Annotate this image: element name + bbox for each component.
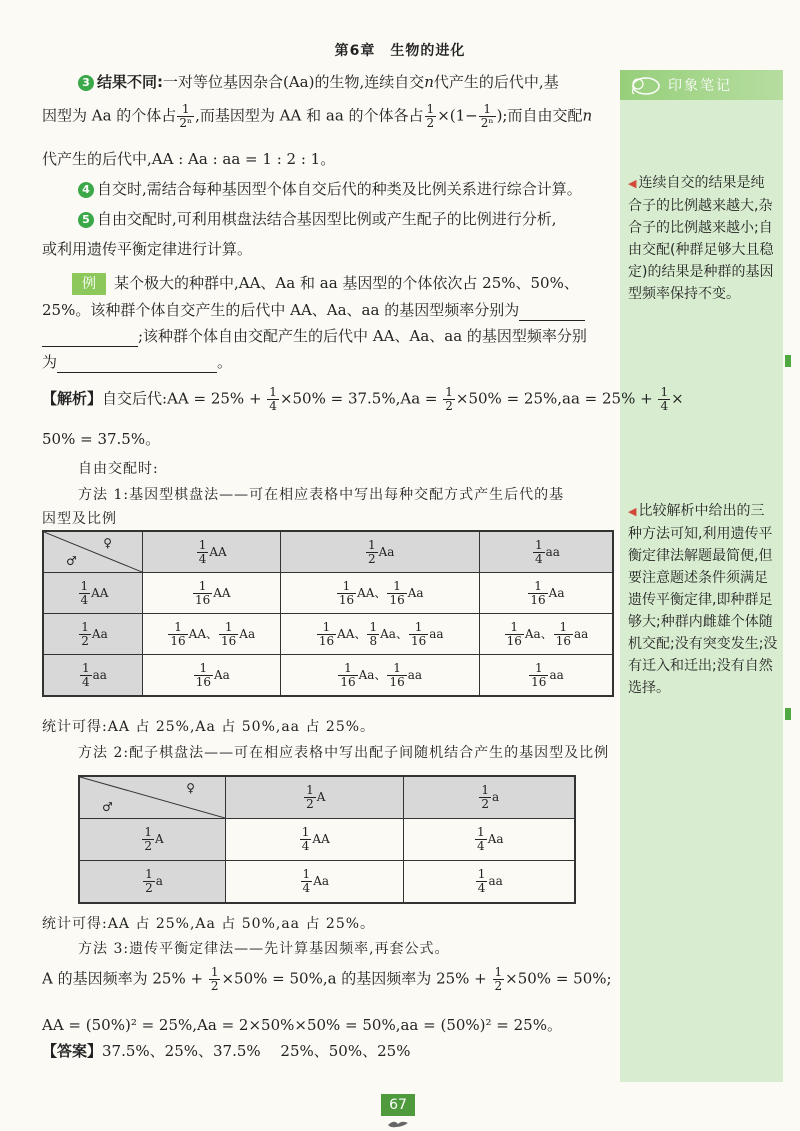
table-row [43,614,613,655]
numerator: 1 [210,965,219,979]
point-number: 4 [78,182,94,198]
text: 代产生的后代中,基 [433,73,559,91]
fraction [337,580,356,607]
method-3-title: 方法 3:遗传平衡定律法——先计算基因频率,再套公式。 [78,941,450,957]
example-line-3 [42,324,587,347]
text: A 的基因频率为 25% + [42,969,208,988]
fraction [301,868,313,895]
numerator: 1 [554,621,573,635]
gamete-checkerboard-table [78,775,576,904]
denominator: 4 [302,881,311,895]
table-cell [479,614,613,655]
numerator: 1 [660,385,669,399]
text: );而自由交配 [496,106,583,125]
genotype: Aa [313,874,330,888]
table-header-row [43,531,613,573]
fraction [476,868,488,895]
genotype: AA [209,544,227,559]
denominator: 16 [195,674,211,689]
fraction [658,386,670,413]
denominator: 16 [531,674,547,689]
point-5-text-2: 或利用遗传平衡定律进行计算。 [42,240,253,258]
formula-line: AA = (50%)² = 25%,Aa = 2×50%×50% = 50%,aa = (50%)² = 25%。 [42,1016,562,1034]
denominator: 16 [318,633,335,648]
column-header [280,531,479,573]
text: 50% = 37.5%。 [42,430,161,448]
fraction [475,826,487,853]
example-tag: 例 [72,273,106,295]
chapter-header: 第6章 生物的进化 [334,43,466,59]
genotype: Aa [239,626,256,641]
numerator: 1 [306,783,314,797]
var-n: n [582,106,593,125]
answer-blank[interactable] [57,350,217,373]
numerator: 1 [481,783,490,797]
denominator: 4 [80,592,89,607]
denominator: 2 [210,979,219,993]
answer-blank[interactable] [519,298,585,321]
diagonal-line [44,532,142,572]
method-1-title: 方法 1:基因型棋盘法——可在相应表格中写出每种交配方式产生后代的基 [78,487,565,503]
point-number: 5 [78,212,94,228]
text: ×50% = 25%,aa = 25% + [455,389,658,408]
text: ×50% = 50%; [505,969,612,988]
row-header [79,861,226,904]
analysis-self-line [42,386,684,413]
denominator: 2 [494,979,503,993]
table-cell [280,655,479,697]
denominator: 4 [198,551,207,566]
male-symbol: ♂ [102,800,113,814]
fraction [425,103,437,130]
denominator: 4 [301,839,310,853]
table-cell [143,655,281,697]
numerator: 1 [338,662,357,676]
row-header [43,614,143,655]
denominator: 16 [555,633,571,648]
numerator: 1 [168,621,187,635]
fraction [209,966,221,993]
genotype: A [154,832,164,846]
fraction [142,826,154,853]
text: 。 [217,353,233,371]
denominator: 2ⁿ [480,116,494,130]
fraction [219,621,238,648]
corner-cell [43,531,143,573]
numerator: 1 [82,660,90,675]
genotype: aa [573,626,589,641]
page-edge-marker [785,708,791,720]
numerator: 1 [301,825,310,839]
column-header [143,531,281,573]
text: × [671,389,684,408]
analysis-label: 【解析】 [42,389,103,408]
stat-1: 统计可得:AA 占 25%,Aa 占 50%,aa 占 25%。 [42,719,376,735]
denominator: 8 [369,633,378,648]
sidebar-note-1 [628,172,778,305]
fraction [168,621,187,648]
numerator: 1 [81,619,89,634]
column-header [403,776,575,819]
denominator: 16 [221,633,237,648]
fraction [177,103,194,130]
text: 代产生的后代中,AA : Aa : aa = 1 : 2 : 1。 [42,150,336,168]
stat-2: 统计可得:AA 占 25%,Aa 占 50%,aa 占 25%。 [42,916,376,932]
sidebar-note-1-text: 连续自交的结果是纯合子的比例越来越大,杂合子的比例越来越小;自由交配(种群足够大且稳定)的结果是种群的基因型频率保持不变。 [628,175,774,302]
column-header [479,531,613,573]
fraction [443,386,455,413]
column-header [226,776,404,819]
text: 一对等位基因杂合(Aa)的生物,连续自交 [163,73,425,91]
denominator: 4 [82,674,90,689]
gene-frequency-line [42,966,612,993]
var-n: n [424,73,434,91]
denominator: 4 [477,839,485,853]
point-5-text: 自由交配时,可利用棋盘法结合基因型比例或产生配子的比例进行分析, [97,210,557,228]
table-body [43,531,613,696]
numerator: 1 [529,662,548,676]
table-body [79,776,575,903]
text: ×(1− [437,106,478,125]
denominator: 4 [534,551,543,566]
genotype: Aa [91,626,108,641]
genotype: a [155,874,163,888]
triangle-left-icon: ◀ [628,177,637,190]
free-mating-title: 自由交配时: [78,461,159,477]
genotype-checkerboard-table [42,530,614,697]
fraction [317,621,336,648]
example-line-2 [42,298,585,321]
genotype: AA [91,585,109,600]
denominator: 2 [81,633,89,648]
numerator: 1 [194,662,213,676]
text: 某个极大的种群中,AA、Aa 和 aa 基因型的个体依次占 25%、50%、 [114,274,579,292]
denominator: 16 [506,633,522,648]
answer-text: 37.5%、25%、37.5% 25%、50%、25% [102,1042,411,1060]
denominator: 16 [340,674,356,689]
fraction [387,662,406,689]
genotype: Aa、 [524,626,553,641]
fraction [79,621,91,648]
fraction [267,386,279,413]
denominator: 2 [145,881,153,895]
denominator: 2ⁿ [179,116,193,130]
table-row [79,861,575,904]
triangle-left-icon: ◀ [628,505,637,518]
numerator: 1 [387,662,406,676]
sidebar-note-2 [628,500,778,699]
denominator: 2 [367,551,376,566]
analysis-self-line-2 [42,428,160,450]
point-5-line-1 [78,208,557,230]
point-3-title: 结果不同: [97,73,163,91]
genotype: aa [429,626,444,641]
point-4-text: 自交时,需结合每种基因型个体自交后代的种类及比例关系进行综合计算。 [97,180,582,198]
fraction [493,966,505,993]
fraction [197,539,209,566]
genotype: Aa、 [358,667,387,682]
table-cell [280,614,479,655]
numerator: 1 [387,580,406,594]
point-3-line-2 [42,103,592,130]
example-line-1 [72,272,579,295]
numerator: 1 [219,621,238,635]
fraction [143,868,155,895]
row-header [79,819,226,861]
point-3-line-3 [42,148,335,170]
numerator: 1 [505,621,524,635]
fraction [79,580,91,607]
numerator: 1 [445,385,453,399]
fraction [366,539,378,566]
numerator: 1 [494,965,503,979]
denominator: 4 [477,881,486,895]
denominator: 16 [194,592,211,607]
text: ×50% = 37.5%,Aa = [279,389,443,408]
numerator: 1 [337,580,356,594]
notes-title: 印象笔记 [668,78,732,94]
text: ×50% = 50%,a 的基因频率为 25% + [221,969,492,988]
denominator: 2 [426,116,435,130]
numerator: 1 [302,867,311,881]
genotype: AA [213,585,231,600]
fraction [304,784,316,811]
corner-cell [79,776,226,819]
numerator: 1 [409,621,428,635]
elephant-icon [628,74,664,96]
table-row [79,819,575,861]
table-cell [226,819,404,861]
fraction [479,103,496,130]
table-cell [479,655,613,697]
fraction [367,621,379,648]
numerator: 1 [177,103,194,117]
numerator: 1 [80,578,89,593]
numerator: 1 [317,621,336,635]
numerator: 1 [145,867,153,881]
denominator: 16 [170,633,186,648]
denominator: 16 [338,592,355,607]
table-row [43,573,613,614]
row-header [43,655,143,697]
table-cell [280,573,479,614]
denominator: 16 [410,633,427,648]
genotype: Aa、 [380,626,408,641]
numerator: 1 [144,825,152,839]
denominator: 2 [306,797,314,811]
fraction [533,539,545,566]
numerator: 1 [369,619,378,634]
table-header-row [79,776,575,819]
point-3-line-1 [78,71,559,93]
table-cell [479,573,613,614]
fraction [387,580,406,607]
table-cell [143,614,281,655]
denominator: 2 [445,399,453,413]
genotype: Aa [407,585,424,600]
page-number: 67 [381,1094,415,1116]
numerator: 1 [193,580,212,594]
table-cell [403,819,575,861]
numerator: 1 [534,537,543,552]
denominator: 2 [144,839,152,853]
fraction [300,826,312,853]
fraction [554,621,573,648]
female-symbol: ♀ [186,781,195,795]
denominator: 2 [481,797,490,811]
fraction [194,662,213,689]
table-cell [403,861,575,904]
text: 为 [42,353,58,371]
genotype: AA、 [357,585,387,600]
row-header [43,573,143,614]
genotype: Aa [213,667,230,682]
fraction [80,662,92,689]
page-edge-marker [785,355,791,367]
numerator: 1 [528,580,547,594]
genotype: a [492,790,500,804]
fraction [528,580,547,607]
numerator: 1 [477,867,486,881]
point-5-line-2 [42,238,252,260]
genotype: aa [488,874,503,888]
fraction [529,662,548,689]
denominator: 16 [530,592,546,607]
answer-label: 【答案】 [42,1042,103,1060]
point-number: 3 [78,75,94,91]
genotype: aa [549,667,564,682]
genotype: Aa [378,544,395,559]
numerator: 1 [269,385,277,399]
method-2-title: 方法 2:配子棋盘法——可在相应表格中写出配子间随机结合产生的基因型及比例 [78,745,610,761]
text: ,而基因型为 AA 和 aa 的个体各占 [195,106,424,125]
denominator: 4 [660,399,669,413]
fraction [409,621,428,648]
table-row [43,655,613,697]
text: 25%。该种群个体自交产生的后代中 AA、Aa、aa 的基因型频率分别为 [42,301,520,319]
numerator: 1 [426,102,435,116]
genotype: AA [312,832,330,846]
denominator: 16 [389,592,405,607]
fraction [479,784,491,811]
text: 因型为 Aa 的个体占 [42,106,177,125]
genotype: Aa [548,585,565,600]
fraction [505,621,524,648]
text: 自交后代:AA = 25% + [102,389,267,408]
sidebar-note-2-text: 比较解析中给出的三种方法可知,利用遗传平衡定律法解题最简便,但要注意题述条件须满足遗传平衡定律,即种群足够大;种群内雌雄个体随机交配;没有突变发生;没有迁入和迁出;没有自然选择。 [628,503,778,696]
genotype: AA、 [188,626,218,641]
genotype: AA、 [337,626,367,641]
point-4 [78,178,582,200]
denominator: 4 [269,399,277,413]
female-symbol: ♀ [103,536,112,550]
genotype: aa [407,667,423,682]
numerator: 1 [477,825,485,839]
genotype: aa [545,544,560,559]
genotype: aa [92,667,107,682]
table-cell [226,861,404,904]
fraction [338,662,357,689]
numerator: 1 [479,103,496,117]
answer-line [42,1040,410,1062]
male-symbol: ♂ [66,554,77,568]
answer-blank[interactable] [42,324,138,347]
example-line-4 [42,350,232,373]
genotype: Aa [487,832,504,846]
bird-icon [386,1117,410,1129]
method-1-title-2: 因型及比例 [42,511,117,527]
denominator: 16 [389,674,405,689]
genotype: A [316,790,326,804]
fraction [193,580,212,607]
text: ;该种群个体自由交配产生的后代中 AA、Aa、aa 的基因型频率分别 [138,327,587,345]
numerator: 1 [198,537,207,552]
table-cell [143,573,281,614]
numerator: 1 [367,537,376,552]
